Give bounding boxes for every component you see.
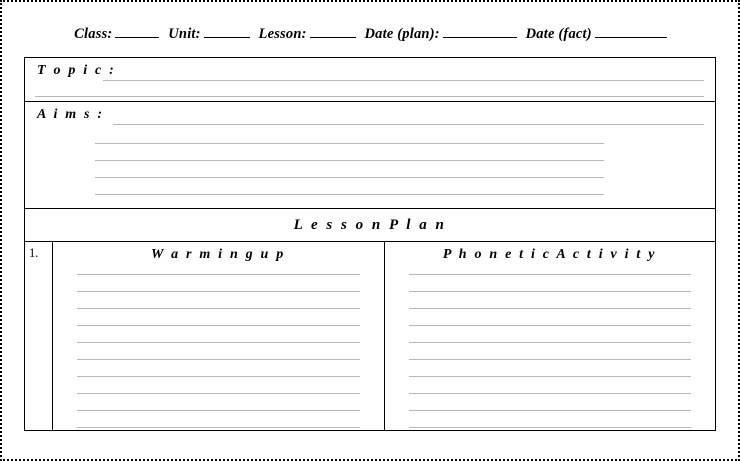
aims-rule — [95, 160, 604, 161]
phonetic-activity-rule — [409, 325, 692, 326]
header-label-lesson: Lesson: — [258, 26, 307, 42]
aims-rule — [95, 194, 604, 195]
header-label-date-plan: Date (plan): — [364, 26, 440, 42]
topic-section[interactable] — [25, 58, 715, 102]
header-field-lesson — [259, 24, 359, 43]
phonetic-activity-rule — [409, 427, 692, 428]
warming-up-rule — [77, 325, 360, 326]
header-blank-class[interactable] — [115, 24, 159, 38]
warming-up-lines — [77, 274, 360, 430]
phonetic-activity-rule — [409, 274, 692, 275]
warming-up-rule — [77, 393, 360, 394]
lesson-plan-banner-text: L e s s o n P l a n — [293, 217, 447, 233]
warming-up-rule — [77, 410, 360, 411]
warming-up-rule — [77, 342, 360, 343]
row-number: 1. — [29, 246, 39, 260]
header-field-date-plan — [364, 24, 519, 43]
warming-up-rule — [77, 291, 360, 292]
header-label-class: Class: — [74, 26, 113, 42]
aims-section[interactable] — [25, 102, 715, 209]
topic-rule — [103, 80, 704, 81]
phonetic-activity-rule — [409, 308, 692, 309]
phonetic-activity-lines — [409, 274, 692, 430]
warming-up-rule — [77, 427, 360, 428]
header-label-date-fact: Date (fact) — [525, 26, 592, 42]
aims-rule — [113, 124, 704, 125]
column-title-warming-up: W a r m i n g u p — [151, 247, 286, 262]
header-blank-lesson[interactable] — [310, 24, 356, 38]
warming-up-rule — [77, 376, 360, 377]
topic-label: T o p i c : — [37, 63, 117, 78]
warming-up-rule — [77, 359, 360, 360]
aims-label: A i m s : — [37, 107, 105, 122]
phonetic-activity-rule — [409, 359, 692, 360]
header-field-date-fact — [526, 24, 670, 43]
header-blank-unit[interactable] — [204, 24, 250, 38]
warming-up-rule — [77, 308, 360, 309]
phonetic-activity-rule — [409, 410, 692, 411]
phonetic-activity-rule — [409, 376, 692, 377]
aims-rule — [95, 177, 604, 178]
phonetic-activity-rule — [409, 393, 692, 394]
column-title-phonetic-activity: P h o n e t i c A c t i v i t y — [442, 247, 657, 262]
header-blank-date-fact[interactable] — [595, 24, 667, 38]
topic-rule — [35, 96, 704, 97]
column-phonetic-activity[interactable] — [385, 242, 716, 430]
phonetic-activity-rule — [409, 342, 692, 343]
header-label-unit: Unit: — [168, 26, 201, 42]
document-header — [2, 24, 740, 43]
warming-up-rule — [77, 274, 360, 275]
lesson-plan-banner — [25, 209, 715, 242]
header-blank-date-plan[interactable] — [443, 24, 517, 38]
phonetic-activity-rule — [409, 291, 692, 292]
lesson-plan-table — [24, 57, 716, 431]
header-field-class — [74, 24, 162, 43]
aims-rule — [95, 143, 604, 144]
row-number-cell — [25, 242, 53, 430]
column-warming-up[interactable] — [53, 242, 385, 430]
activity-row — [25, 242, 715, 430]
header-field-unit — [168, 24, 252, 43]
